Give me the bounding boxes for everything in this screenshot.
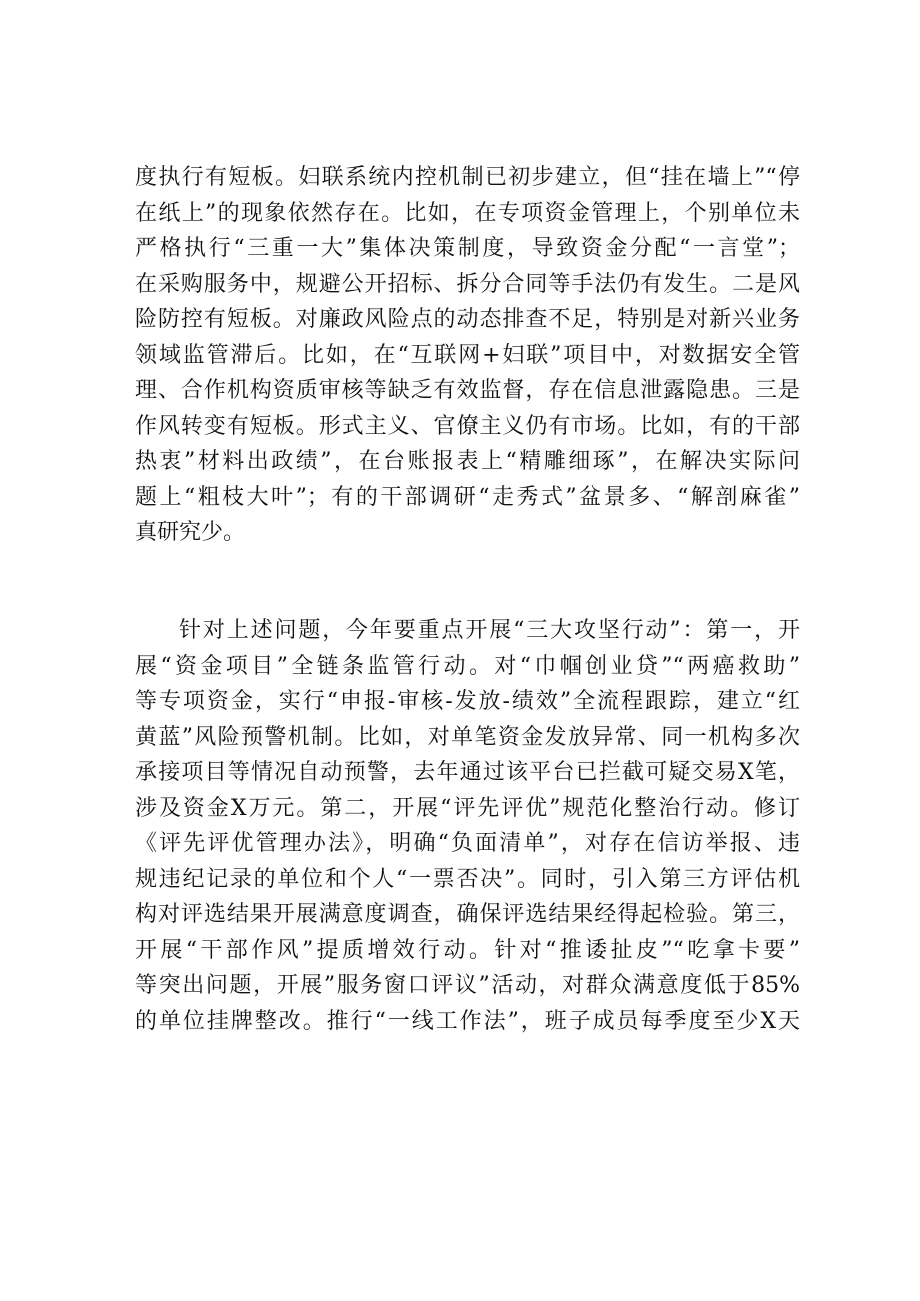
text-line: 题上“粗枝大叶”；有的干部调研“走秀式”盆景多、“解剖麻雀” <box>135 484 800 510</box>
text-line: 构对评选结果开展满意度调查，确保评选结果经得起检验。第三， <box>135 902 800 927</box>
text-line: 承接项目等情况自动预警，去年通过该平台已拦截可疑交易X笔， <box>135 760 800 785</box>
text-line: 针对上述问题，今年要重点开展“三大攻坚行动”：第一，开 <box>179 618 800 643</box>
text-line: 涉及资金X万元。第二，开展“评先评优”规范化整治行动。修订 <box>135 795 800 821</box>
text-line: 严格执行“三重一大”集体决策制度，导致资金分配“一言堂”； <box>135 236 800 261</box>
text-line: 领域监管滞后。比如，在“互联网+妇联”项目中，对数据安全管 <box>135 342 800 368</box>
paragraph-2 <box>135 613 800 1039</box>
text-line: 在纸上”的现象依然存在。比如，在专项资金管理上，个别单位未 <box>135 200 800 226</box>
text-line: 展“资金项目”全链条监管行动。对“巾帼创业贷”“两癌救助” <box>135 653 800 679</box>
text-line: 险防控有短板。对廉政风险点的动态排查不足，特别是对新兴业务 <box>135 307 800 332</box>
text-line: 黄蓝”风险预警机制。比如，对单笔资金发放异常、同一机构多次 <box>135 724 800 750</box>
paragraph-1 <box>135 160 800 551</box>
text-line: 理、合作机构资质审核等缺乏有效监督，存在信息泄露隐患。三是 <box>135 378 800 403</box>
text-line: 《评先评优管理办法》，明确“负面清单”，对存在信访举报、违 <box>135 831 800 856</box>
text-line: 在采购服务中，规避公开招标、拆分合同等手法仍有发生。二是风 <box>135 271 800 297</box>
text-line: 等专项资金，实行“申报-审核-发放-绩效”全流程跟踪，建立“红 <box>135 689 800 714</box>
text-line: 作风转变有短板。形式主义、官僚主义仍有市场。比如，有的干部 <box>135 413 800 439</box>
text-line: 的单位挂牌整改。推行“一线工作法”，班子成员每季度至少X天 <box>135 1008 800 1034</box>
text-line: 开展“干部作风”提质增效行动。针对“推诿扯皮”“吃拿卡要” <box>135 937 800 963</box>
text-line: 规违纪记录的单位和个人“一票否决”。同时，引入第三方评估机 <box>135 866 800 892</box>
text-line: 真研究少。 <box>135 520 246 545</box>
text-line: 热衷”材料出政绩”，在台账报表上“精雕细琢”，在解决实际问 <box>135 449 800 474</box>
text-line: 度执行有短板。妇联系统内控机制已初步建立，但“挂在墙上”“停 <box>135 165 800 190</box>
text-line: 等突出问题，开展”服务窗口评议”活动，对群众满意度低于85% <box>135 973 800 998</box>
